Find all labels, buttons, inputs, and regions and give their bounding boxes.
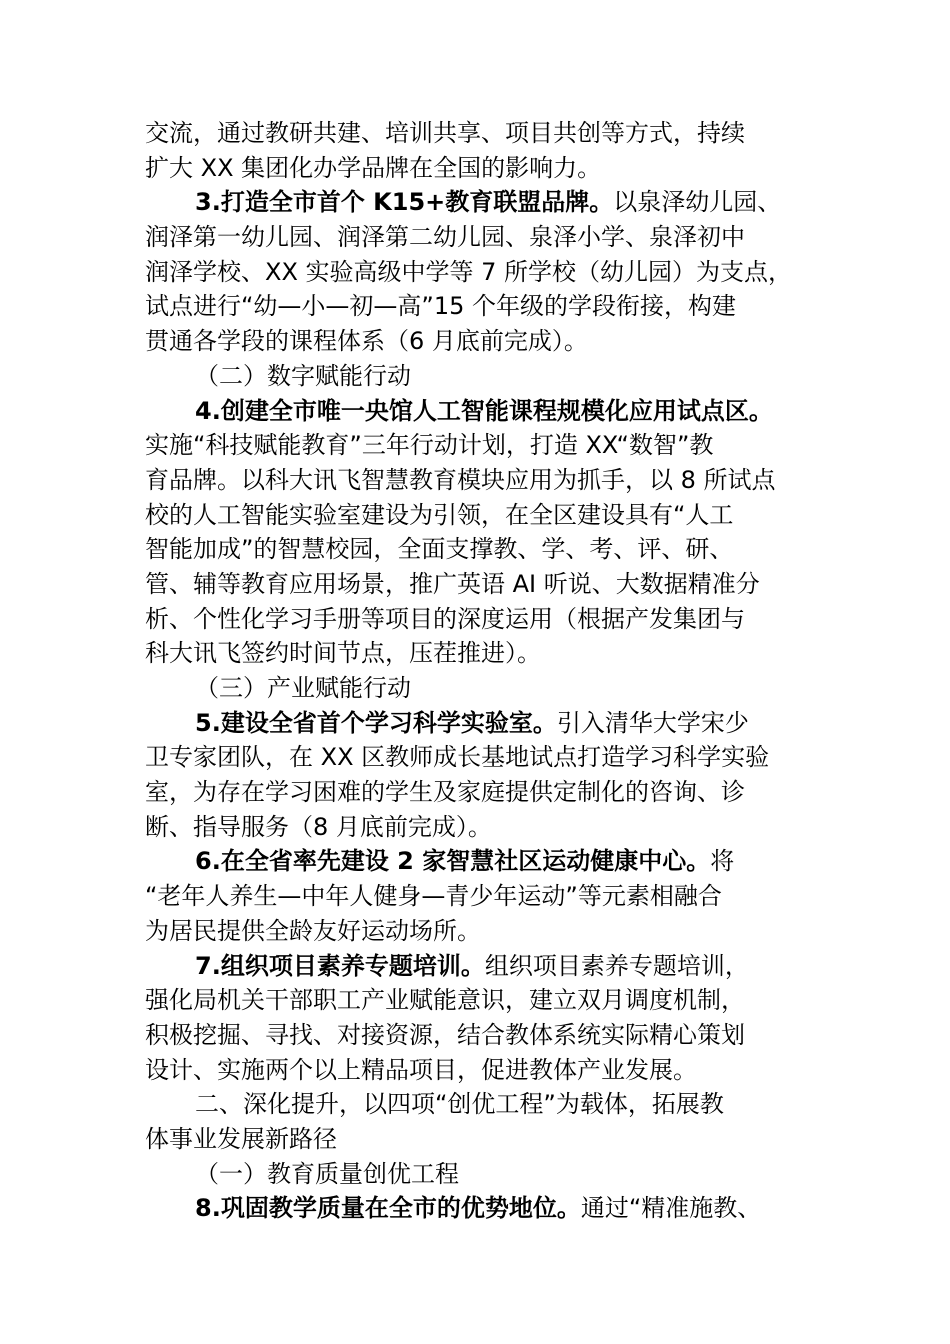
text-line: [145, 324, 825, 359]
line-text: 将: [710, 847, 735, 876]
text-line: [145, 671, 825, 706]
line-text: 实施“科技赋能教育”三年行动计划，打造 XX“数智”教: [145, 431, 714, 460]
line-text: 贯通各学段的课程体系（6 月底前完成）。: [145, 327, 588, 356]
text-line: [145, 463, 825, 498]
text-line: [145, 1157, 825, 1192]
line-text: 润泽学校、XX 实验高级中学等 7 所学校（幼儿园）为支点，: [145, 257, 793, 286]
text-line: [145, 1191, 825, 1226]
line-text: 设计、实施两个以上精品项目，促进教体产业发展。: [145, 1055, 697, 1084]
text-line: [145, 810, 825, 845]
text-line: [145, 706, 825, 741]
line-text: （二）数字赋能行动: [195, 361, 411, 390]
line-text: 以泉泽幼儿园、: [613, 188, 782, 217]
text-line: [145, 151, 825, 186]
text-line: [145, 498, 825, 533]
text-line: [145, 220, 825, 255]
line-text: 科大讯飞签约时间节点，压茬推进）。: [145, 639, 541, 668]
text-line: [145, 116, 825, 151]
text-line: [145, 775, 825, 810]
line-text: 试点进行“幼—小—初—高”15 个年级的学段衔接，构建: [145, 292, 737, 321]
text-line: [145, 1053, 825, 1088]
text-line: [145, 532, 825, 567]
text-line: [145, 289, 825, 324]
line-text: 校的人工智能实验室建设为引领，在全区建设具有“人工: [145, 500, 734, 529]
line-text: “老年人养生—中年人健身—青少年运动”等元素相融合: [145, 882, 722, 911]
text-line: [145, 914, 825, 949]
text-line: [145, 602, 825, 637]
text-line: [145, 740, 825, 775]
text-line: [145, 636, 825, 671]
text-line: [145, 428, 825, 463]
text-line: [145, 879, 825, 914]
line-text: （三）产业赋能行动: [195, 674, 411, 702]
text-line: [145, 1122, 825, 1157]
line-text: 智能加成”的智慧校园，全面支撑教、学、考、评、研、: [145, 535, 734, 564]
text-line: [145, 185, 825, 220]
line-text: 积极挖掘、寻找、对接资源，结合教体系统实际精心策划: [145, 1020, 745, 1049]
line-text: 为居民提供全龄友好运动场所。: [145, 916, 481, 945]
text-line: [145, 983, 825, 1018]
text-line: [145, 949, 825, 984]
line-text: 扩大 XX 集团化办学品牌在全国的影响力。: [145, 153, 602, 182]
text-line: [145, 359, 825, 394]
line-text: 二、深化提升，以四项“创优工程”为载体，拓展教: [195, 1090, 724, 1119]
line-text: 组织项目素养专题培训，: [484, 951, 749, 980]
text-line: [145, 844, 825, 879]
bold-heading: 3.打造全市首个 K15+教育联盟品牌。: [195, 188, 614, 217]
text-line: [145, 1087, 825, 1122]
line-text: 断、指导服务（8 月底前完成）。: [145, 812, 492, 841]
line-text: 交流，通过教研共建、培训共享、项目共创等方式，持续: [145, 119, 745, 147]
line-text: 引入清华大学宋少: [556, 708, 749, 737]
line-text: （一）教育质量创优工程: [195, 1159, 459, 1188]
text-line: [145, 567, 825, 602]
line-text: 卫专家团队，在 XX 区教师成长基地试点打造学习科学实验: [145, 743, 770, 772]
bold-heading: 4.创建全市唯一央馆人工智能课程规模化应用试点区。: [195, 396, 773, 425]
bold-heading: 6.在全省率先建设 2 家智慧社区运动健康中心。: [195, 847, 711, 876]
text-line: [145, 394, 825, 429]
line-text: 育品牌。以科大讯飞智慧教育模块应用为抓手，以 8 所试点: [145, 465, 776, 494]
bold-heading: 7.组织项目素养专题培训。: [195, 951, 485, 980]
line-text: 通过“精准施教、: [580, 1194, 762, 1223]
line-text: 管、辅等教育应用场景，推广英语 AI 听说、大数据精准分: [145, 569, 760, 598]
line-text: 析、个性化学习手册等项目的深度运用（根据产发集团与: [145, 604, 745, 633]
line-text: 体事业发展新路径: [145, 1124, 337, 1153]
text-line: [145, 255, 825, 290]
text-line: [145, 1018, 825, 1053]
document-body: [145, 116, 825, 1226]
bold-heading: 8.巩固教学质量在全市的优势地位。: [195, 1194, 581, 1223]
line-text: 室，为存在学习困难的学生及家庭提供定制化的咨询、诊: [145, 778, 745, 807]
line-text: 强化局机关干部职工产业赋能意识，建立双月调度机制，: [145, 986, 745, 1015]
bold-heading: 5.建设全省首个学习科学实验室。: [195, 708, 557, 737]
line-text: 润泽第一幼儿园、润泽第二幼儿园、泉泽小学、泉泽初中: [145, 223, 745, 252]
